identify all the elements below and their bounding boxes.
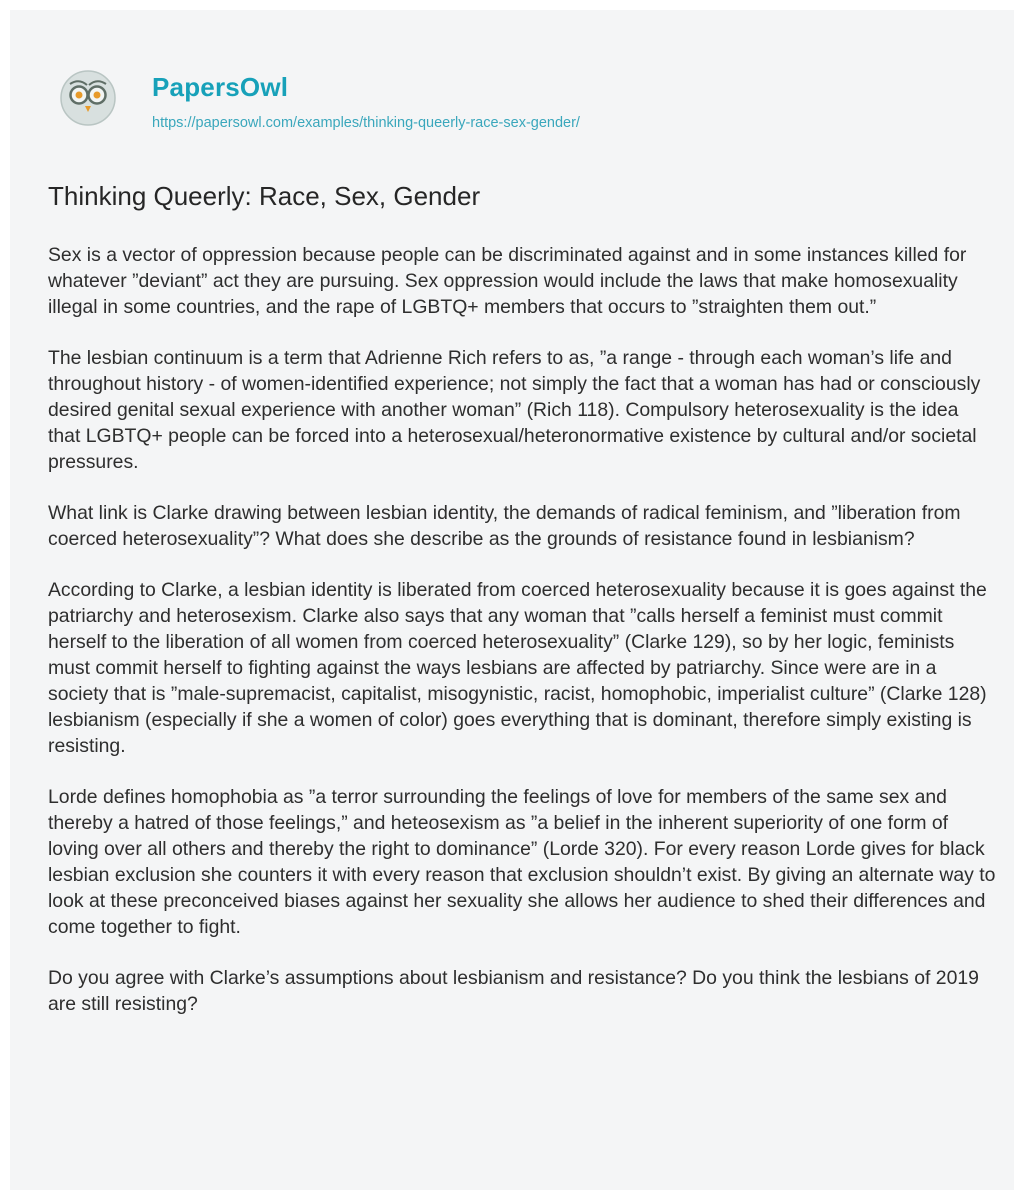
source-url-link[interactable]: https://papersowl.com/examples/thinking-queerly-race-sex-gender/ — [152, 115, 580, 131]
page-title: Thinking Queerly: Race, Sex, Gender — [48, 181, 481, 211]
paragraph: The lesbian continuum is a term that Adrienne Rich refers to as, ”a range - through each woman’s life and throughout history - of women-identified experience; not simply the fact that a woman has had or consciously desired genital sexual experience with another woman” (Rich 118). Compulsory heterosexuality is the idea that LGBTQ+ people can be forced into a heterosexual/heteronormative existence by cultural and/or societal pressures. — [48, 347, 981, 473]
paragraph: According to Clarke, a lesbian identity is liberated from coerced heterosexuality because it is goes against the patriarchy and heterosexism. Clarke also says that any woman that ”calls herself a feminist must commit herself to the liberation of all women from coerced heterosexuality” (Clarke 129), so by her logic, feminists must commit herself to fighting against the ways lesbians are affected by patriarchy. Since were are in a society that is ”male-supremacist, capitalist, misogynistic, racist, homophobic, imperialist culture” (Clarke 128) lesbianism (especially if she a women of color) goes everything that is dominant, therefore simply existing is resisting. — [48, 579, 987, 757]
paragraph: Do you agree with Clarke’s assumptions about lesbianism and resistance? Do you think the lesbians of 2019 are still resisting? — [48, 967, 979, 1015]
document-body — [48, 242, 996, 1042]
paragraph: What link is Clarke drawing between lesbian identity, the demands of radical feminism, and ”liberation from coerced heterosexuality”? What does she describe as the grounds of resistance found in lesbianism? — [48, 502, 961, 550]
document-page — [10, 10, 1014, 1190]
owl-logo-icon — [58, 68, 118, 128]
paragraph: Lorde defines homophobia as ”a terror surrounding the feelings of love for members of the same sex and thereby a hatred of those feelings,” and heteosexism as ”a belief in the inherent superiority of one form of loving over all others and thereby the right to dominance” (Lorde 320). For every reason Lorde gives for black lesbian exclusion she counters it with every reason that exclusion shouldn’t exist. By giving an alternate way to look at these preconceived biases against her sexuality she allows her audience to shed their differences and come together to fight. — [48, 786, 996, 938]
brand-name[interactable]: PapersOwl — [152, 72, 289, 102]
paragraph: Sex is a vector of oppression because people can be discriminated against and in some instances killed for whatever ”deviant” act they are pursuing. Sex oppression would include the laws that make homosexuality illegal in some countries, and the rape of LGBTQ+ members that occurs to ”straighten them out.” — [48, 244, 967, 318]
